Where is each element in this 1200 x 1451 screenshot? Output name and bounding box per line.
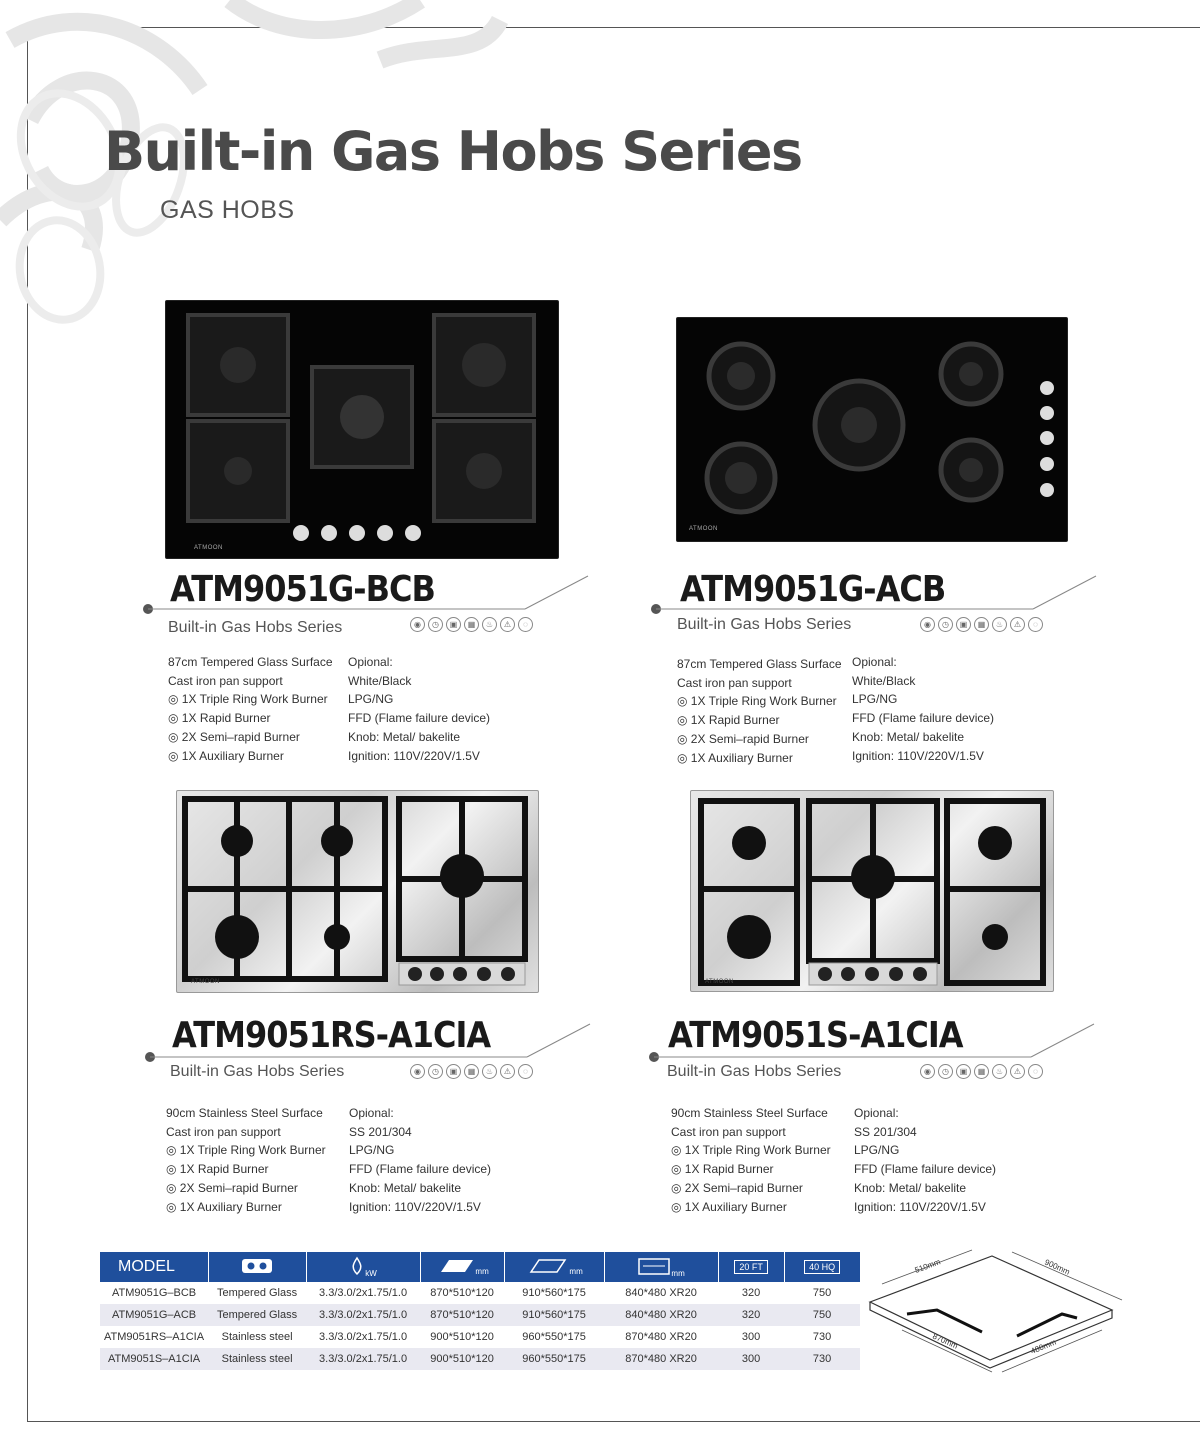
feature-item: ◎ 2X Semi–rapid Burner xyxy=(671,1180,803,1195)
option-list xyxy=(852,653,994,765)
burner-pair-icon xyxy=(241,1257,273,1275)
option-item: Knob: Metal/ bakelite xyxy=(348,729,461,744)
page-subtitle: GAS HOBS xyxy=(160,196,295,224)
product-image-bcb xyxy=(165,300,559,559)
table-cell: 320 xyxy=(718,1304,784,1326)
option-item: Opional: xyxy=(854,1106,899,1120)
dimension-label: 510mm xyxy=(913,1257,942,1275)
feature-item: ◎ 1X Auxiliary Burner xyxy=(677,750,793,765)
container-20ft-label: 20 FT xyxy=(734,1260,768,1274)
hob-illustration-s xyxy=(691,791,1053,991)
option-item: LPG/NG xyxy=(349,1143,395,1158)
option-item: Ignition: 110V/220V/1.5V xyxy=(852,748,984,763)
feature-item: Cast iron pan support xyxy=(168,673,283,688)
flame-icon: ♨ xyxy=(482,617,497,632)
clean-icon: ◌ xyxy=(1028,1064,1043,1079)
hob-illustration-acb xyxy=(677,318,1067,541)
option-list xyxy=(854,1104,996,1216)
option-item: Ignition: 110V/220V/1.5V xyxy=(854,1199,986,1214)
option-item: FFD (Flame failure device) xyxy=(349,1162,492,1177)
table-cell: Tempered Glass xyxy=(217,1287,298,1299)
option-item: Knob: Metal/ bakelite xyxy=(349,1180,462,1195)
grid-icon: ▦ xyxy=(974,617,989,632)
option-item: SS 201/304 xyxy=(349,1124,412,1139)
feature-item: ◎ 1X Triple Ring Work Burner xyxy=(168,692,328,707)
surface-header xyxy=(208,1252,306,1282)
hob-size-icon xyxy=(435,1258,475,1274)
grid-icon: ▦ xyxy=(464,617,479,632)
option-item: SS 201/304 xyxy=(854,1124,917,1139)
table-cell: 3.3/3.0/2x1.75/1.0 xyxy=(319,1331,408,1343)
safety-icon: ⚠ xyxy=(1010,617,1025,632)
dimension-diagram xyxy=(862,1248,1152,1378)
cert-icons xyxy=(410,1064,533,1079)
feature-item: 87cm Tempered Glass Surface xyxy=(677,657,842,671)
feature-item: Cast iron pan support xyxy=(166,1124,281,1139)
table-cell: 870*510*120 xyxy=(420,1304,504,1326)
feature-item: ◎ 2X Semi–rapid Burner xyxy=(677,731,809,746)
option-item: White/Black xyxy=(348,673,412,688)
model-title-rs-a1cia: ATM9051RS-A1CIA xyxy=(172,1014,491,1056)
brand-logo: ATMOON xyxy=(705,979,734,985)
table-cell: 840*480 XR20 xyxy=(625,1287,697,1299)
feature-item: ◎ 1X Rapid Burner xyxy=(166,1162,269,1177)
title-underline xyxy=(140,574,590,616)
table-cell: ATM9051G–ACB xyxy=(100,1304,208,1326)
table-cell: 870*510*120 xyxy=(430,1287,494,1299)
table-cell: 3.3/3.0/2x1.75/1.0 xyxy=(319,1287,408,1299)
option-item: Knob: Metal/ bakelite xyxy=(854,1180,967,1195)
table-cell: 730 xyxy=(812,1331,832,1343)
brand-logo: ATMOON xyxy=(191,979,220,985)
table-cell: Tempered Glass xyxy=(208,1304,306,1326)
flame-icon: ♨ xyxy=(992,1064,1007,1079)
series-label-s-a1cia: Built-in Gas Hobs Series xyxy=(667,1063,842,1080)
table-row xyxy=(100,1304,860,1326)
feature-item: ◎ 1X Triple Ring Work Burner xyxy=(671,1143,831,1158)
table-cell: 730 xyxy=(784,1348,860,1370)
table-row xyxy=(100,1282,860,1304)
model-title-acb: ATM9051G-ACB xyxy=(680,568,946,610)
option-item: LPG/NG xyxy=(854,1143,900,1158)
spec-table xyxy=(100,1252,861,1370)
container-20ft-header xyxy=(718,1252,784,1282)
table-cell: 3.3/3.0/2x1.75/1.0 xyxy=(306,1348,420,1370)
glass-icon: ▣ xyxy=(956,617,971,632)
feature-item: Cast iron pan support xyxy=(671,1124,786,1139)
product-image-s-a1cia xyxy=(690,790,1054,992)
ignition-icon: ◉ xyxy=(410,1064,425,1079)
table-cell: 910*560*175 xyxy=(504,1304,604,1326)
feature-item: ◎ 2X Semi–rapid Burner xyxy=(168,729,300,744)
model-title-s-a1cia: ATM9051S-A1CIA xyxy=(668,1014,963,1056)
feature-list xyxy=(677,655,842,767)
table-cell: 750 xyxy=(784,1304,860,1326)
feature-item: ◎ 1X Rapid Burner xyxy=(671,1162,774,1177)
cert-icons xyxy=(920,1064,1043,1079)
option-item: Opional: xyxy=(348,655,393,669)
dimension-label: 900mm xyxy=(1043,1257,1072,1277)
power-header xyxy=(306,1252,420,1282)
kw-unit: kW xyxy=(365,1268,377,1278)
page-title: Built-in Gas Hobs Series xyxy=(104,120,802,183)
table-cell: 910*560*175 xyxy=(522,1287,586,1299)
feature-item: Cast iron pan support xyxy=(677,675,792,690)
clean-icon: ◌ xyxy=(518,617,533,632)
table-cell: 320 xyxy=(741,1287,761,1299)
cert-icons xyxy=(920,617,1043,632)
product-image-acb xyxy=(676,317,1068,542)
container-40hq-label: 40 HQ xyxy=(804,1260,840,1274)
feature-item: ◎ 1X Auxiliary Burner xyxy=(168,748,284,763)
title-underline xyxy=(648,574,1098,616)
clean-icon: ◌ xyxy=(1028,617,1043,632)
table-cell: 960*550*175 xyxy=(522,1331,586,1343)
table-row xyxy=(100,1326,860,1348)
model-title-bcb: ATM9051G-BCB xyxy=(170,568,435,610)
cert-icons xyxy=(410,617,533,632)
table-cell: Stainless steel xyxy=(208,1348,306,1370)
option-item: FFD (Flame failure device) xyxy=(348,711,491,726)
series-label-bcb: Built-in Gas Hobs Series xyxy=(168,619,343,636)
series-label-rs-a1cia: Built-in Gas Hobs Series xyxy=(170,1063,345,1080)
option-item: LPG/NG xyxy=(852,692,898,707)
table-cell: 900*510*120 xyxy=(430,1331,494,1343)
timer-icon: ◷ xyxy=(428,1064,443,1079)
feature-item: ◎ 1X Triple Ring Work Burner xyxy=(166,1143,326,1158)
table-row xyxy=(100,1348,860,1370)
package-size-header xyxy=(504,1252,604,1282)
option-list xyxy=(348,653,490,765)
cutout-size-icon xyxy=(637,1256,671,1276)
table-cell: ATM9051S–A1CIA xyxy=(100,1348,208,1370)
timer-icon: ◷ xyxy=(428,617,443,632)
hob-illustration-bcb xyxy=(166,301,558,558)
option-item: Opional: xyxy=(349,1106,394,1120)
table-cell: ATM9051RS–A1CIA xyxy=(104,1331,205,1343)
dimension-label: 480mm xyxy=(1029,1337,1058,1356)
glass-icon: ▣ xyxy=(446,1064,461,1079)
product-image-rs-a1cia xyxy=(176,790,539,993)
feature-item: 90cm Stainless Steel Surface xyxy=(671,1106,828,1120)
table-cell: 900*510*120 xyxy=(420,1348,504,1370)
safety-icon: ⚠ xyxy=(1010,1064,1025,1079)
mm-unit: mm xyxy=(475,1266,489,1276)
table-header xyxy=(100,1252,860,1282)
safety-icon: ⚠ xyxy=(500,1064,515,1079)
title-underline xyxy=(142,1022,592,1064)
mm-unit: mm xyxy=(671,1268,685,1278)
container-40hq-header xyxy=(784,1252,860,1282)
timer-icon: ◷ xyxy=(938,617,953,632)
table-cell: 840*480 XR20 xyxy=(604,1304,718,1326)
option-item: Opional: xyxy=(852,655,897,669)
table-cell: 3.3/3.0/2x1.75/1.0 xyxy=(306,1304,420,1326)
feature-list xyxy=(671,1104,831,1216)
dimension-label: 870mm xyxy=(931,1331,960,1351)
feature-item: 87cm Tempered Glass Surface xyxy=(168,655,333,669)
option-item: Knob: Metal/ bakelite xyxy=(852,729,965,744)
table-cell: 870*480 XR20 xyxy=(604,1348,718,1370)
table-cell: 300 xyxy=(718,1348,784,1370)
option-item: White/Black xyxy=(852,673,916,688)
table-cell: 300 xyxy=(741,1331,761,1343)
feature-item: ◎ 1X Auxiliary Burner xyxy=(671,1199,787,1214)
glass-icon: ▣ xyxy=(446,617,461,632)
option-item: LPG/NG xyxy=(348,692,394,707)
table-cell: 870*480 XR20 xyxy=(625,1331,697,1343)
option-item: Ignition: 110V/220V/1.5V xyxy=(349,1199,481,1214)
ignition-icon: ◉ xyxy=(920,617,935,632)
mm-unit: mm xyxy=(569,1266,583,1276)
series-label-acb: Built-in Gas Hobs Series xyxy=(677,616,852,633)
timer-icon: ◷ xyxy=(938,1064,953,1079)
title-underline xyxy=(646,1022,1098,1064)
feature-item: ◎ 1X Auxiliary Burner xyxy=(166,1199,282,1214)
flame-icon: ♨ xyxy=(992,617,1007,632)
feature-item: 90cm Stainless Steel Surface xyxy=(166,1106,323,1120)
table-cell: Stainless steel xyxy=(221,1331,293,1343)
feature-item: ◎ 1X Rapid Burner xyxy=(168,711,271,726)
brand-logo: ATMOON xyxy=(689,526,718,532)
product-size-header xyxy=(420,1252,504,1282)
feature-item: ◎ 1X Rapid Burner xyxy=(677,713,780,728)
option-item: Ignition: 110V/220V/1.5V xyxy=(348,748,480,763)
ignition-icon: ◉ xyxy=(920,1064,935,1079)
grid-icon: ▦ xyxy=(464,1064,479,1079)
grid-icon: ▦ xyxy=(974,1064,989,1079)
feature-item: ◎ 2X Semi–rapid Burner xyxy=(166,1180,298,1195)
package-size-icon xyxy=(525,1258,569,1274)
feature-list xyxy=(166,1104,326,1216)
table-cell: ATM9051G–BCB xyxy=(111,1287,197,1299)
table-cell: 960*550*175 xyxy=(504,1348,604,1370)
ignition-icon: ◉ xyxy=(410,617,425,632)
glass-icon: ▣ xyxy=(956,1064,971,1079)
model-header: MODEL xyxy=(100,1252,208,1282)
flame-icon: ♨ xyxy=(482,1064,497,1079)
feature-list xyxy=(168,653,333,765)
cutout-size-header xyxy=(604,1252,718,1282)
brand-logo: ATMOON xyxy=(194,545,223,551)
safety-icon: ⚠ xyxy=(500,617,515,632)
option-item: FFD (Flame failure device) xyxy=(852,711,995,726)
feature-item: ◎ 1X Triple Ring Work Burner xyxy=(677,694,837,709)
hob-illustration-rs xyxy=(177,791,538,992)
option-list xyxy=(349,1104,491,1216)
option-item: FFD (Flame failure device) xyxy=(854,1162,997,1177)
flame-icon xyxy=(349,1256,365,1276)
table-cell: 750 xyxy=(812,1287,832,1299)
clean-icon: ◌ xyxy=(518,1064,533,1079)
